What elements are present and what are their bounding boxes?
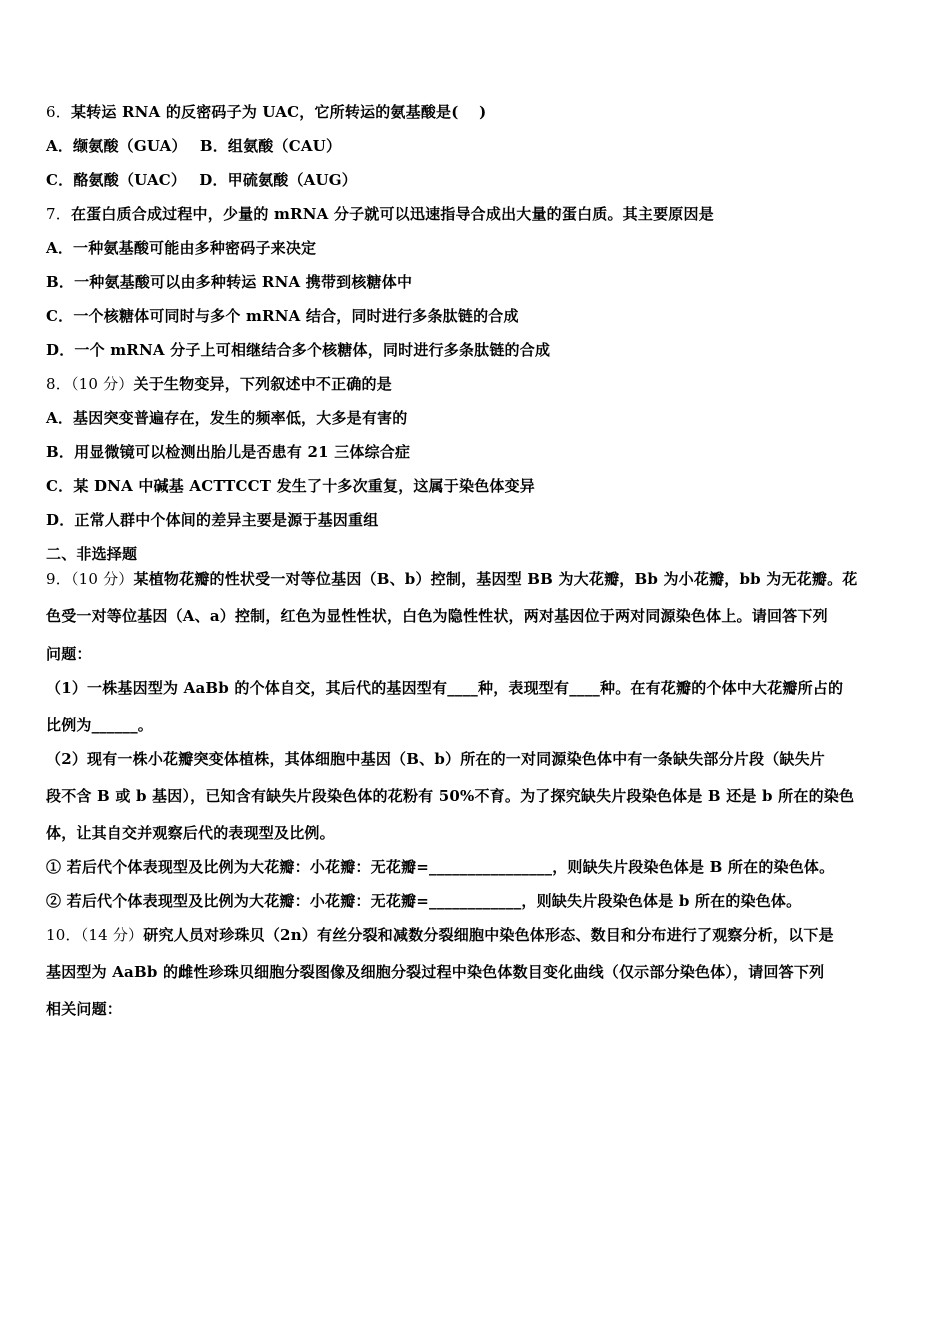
q9-stem-line3: 问题：: [46, 645, 92, 663]
q9-part2-line1: （2）现有一株小花瓣突变体植株，其体细胞中基因（B、b）所在的一对同源染色体中有一条缺失部分片段（缺失片: [46, 750, 826, 768]
q9-stem-l1: 某植物花瓣的性状受一对等位基因（B、b）控制，基因型 BB 为大花瓣，Bb 为小花瓣，bb 为无花瓣。花: [133, 570, 858, 588]
q10-stem-line1: [46, 925, 908, 945]
q10-stem-line2: 基因型为 AaBb 的雌性珍珠贝细胞分裂图像及细胞分裂过程中染色体数目变化曲线（仅示部分染色体），请回答下列: [46, 963, 825, 981]
q6-options-row2: C．酪氨酸（UAC） D．甲硫氨酸（AUG）: [46, 171, 357, 189]
q8-score: （10 分）: [70, 375, 134, 393]
q8-stem: 关于生物变异，下列叙述中不正确的是: [133, 375, 392, 393]
q6-stem-line: [46, 102, 908, 122]
q7-stem: 在蛋白质合成过程中，少量的 mRNA 分子就可以迅速指导合成出大量的蛋白质。其主要原因是: [70, 205, 714, 223]
q10-stem-line3: 相关问题：: [46, 1000, 123, 1018]
q8-option-b: B．用显微镜可以检测出胎儿是否患有 21 三体综合症: [46, 443, 411, 461]
q6-stem: 某转运 RNA 的反密码子为 UAC，它所转运的氨基酸是( ): [70, 103, 487, 121]
q8-option-d: D．正常人群中个体间的差异主要是源于基因重组: [46, 511, 379, 529]
q8-option-a: A．基因突变普遍存在，发生的频率低，大多是有害的: [46, 409, 408, 427]
q6-number: 6．: [46, 103, 71, 121]
q9-case1: ① 若后代个体表现型及比例为大花瓣：小花瓣：无花瓣=________________，则缺失片段染色体是 B 所在的染色体。: [46, 858, 835, 876]
q9-score: （10 分）: [70, 570, 134, 588]
q10-score: （14 分）: [80, 926, 144, 944]
q9-stem-line1: [46, 569, 908, 589]
q8-option-c: C．某 DNA 中碱基 ACTTCCT 发生了十多次重复，这属于染色体变异: [46, 477, 535, 495]
q10-stem-l1: 研究人员对珍珠贝（2n）有丝分裂和减数分裂细胞中染色体形态、数目和分布进行了观察分析，以下是: [143, 926, 834, 944]
q7-option-a: A．一种氨基酸可能由多种密码子来决定: [46, 239, 317, 257]
q9-number: 9．: [46, 570, 71, 588]
q9-part1-line2: 比例为______。: [46, 716, 154, 734]
q6-options-row1: A．缬氨酸（GUA） B．组氨酸（CAU）: [46, 137, 342, 155]
q7-number: 7．: [46, 205, 71, 223]
q7-stem-line: [46, 204, 908, 224]
q10-number: 10．: [46, 926, 81, 944]
q9-part1-line1: （1）一株基因型为 AaBb 的个体自交，其后代的基因型有____种，表现型有____种。在有花瓣的个体中大花瓣所占的: [46, 679, 844, 697]
q7-option-d: D．一个 mRNA 分子上可相继结合多个核糖体，同时进行多条肽链的合成: [46, 341, 551, 359]
q7-option-c: C．一个核糖体可同时与多个 mRNA 结合，同时进行多条肽链的合成: [46, 307, 519, 325]
q9-case2: ② 若后代个体表现型及比例为大花瓣：小花瓣：无花瓣=____________，则缺失片段染色体是 b 所在的染色体。: [46, 892, 802, 910]
q8-number: 8．: [46, 375, 71, 393]
q7-option-b: B．一种氨基酸可以由多种转运 RNA 携带到核糖体中: [46, 273, 413, 291]
q9-part2-line2: 段不含 B 或 b 基因），已知含有缺失片段染色体的花粉有 50%不育。为了探究缺失片段染色体是 B 还是 b 所在的染色: [46, 787, 855, 805]
q9-stem-line2: 色受一对等位基因（A、a）控制，红色为显性性状，白色为隐性性状，两对基因位于两对同源染色体上。请回答下列: [46, 607, 828, 625]
q9-part2-line3: 体，让其自交并观察后代的表现型及比例。: [46, 824, 335, 842]
q8-stem-line: [46, 374, 908, 394]
section2-title: 二、非选择题: [46, 545, 138, 563]
